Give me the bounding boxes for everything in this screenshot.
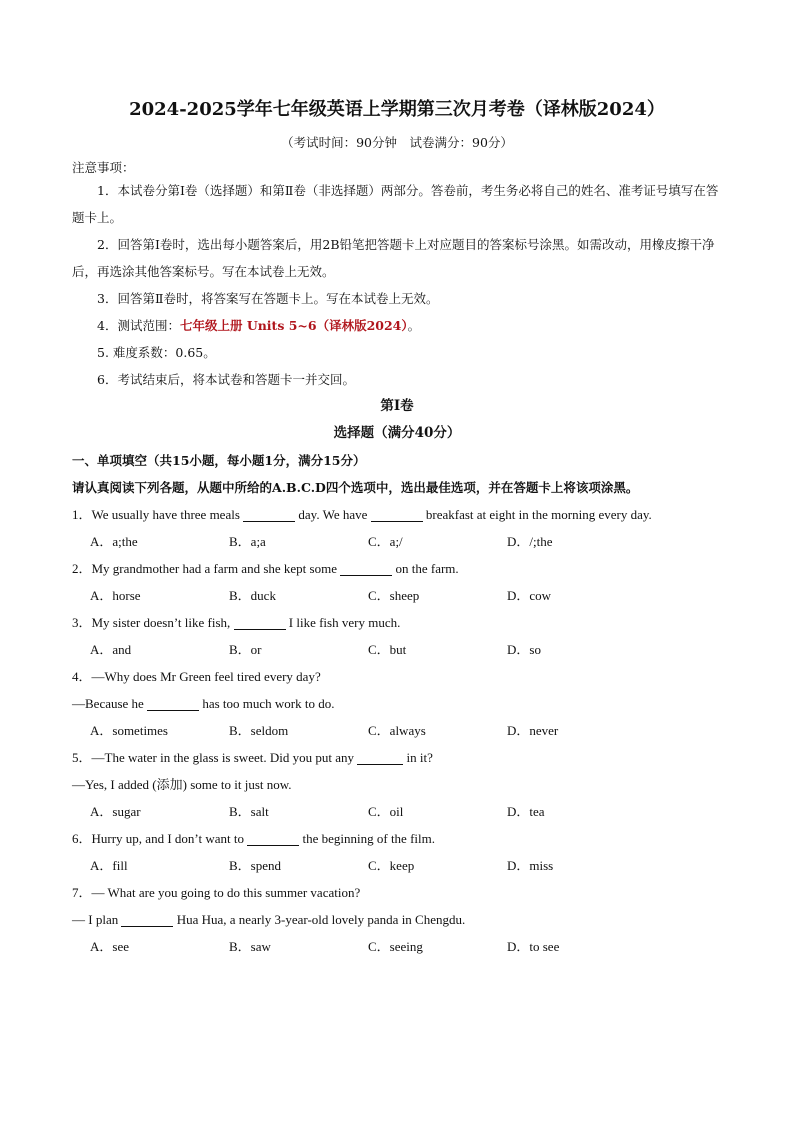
answer-blank xyxy=(234,615,286,630)
notice-item-scope xyxy=(72,312,722,339)
answer-blank xyxy=(147,696,199,711)
option-b: B．or xyxy=(229,642,262,657)
stem-text: in it? xyxy=(403,750,433,765)
volume-title: 第Ⅰ卷 xyxy=(380,398,414,414)
question-5 xyxy=(72,744,722,825)
option-b: B．salt xyxy=(229,804,269,819)
option-d: D．cow xyxy=(507,588,552,603)
notice-heading: 注意事项： xyxy=(72,160,135,175)
stem-text: the beginning of the film. xyxy=(299,831,435,846)
option-row xyxy=(72,852,722,879)
notice-item-final: 6．考试结束后，将本试卷和答题卡一并交回。 xyxy=(97,372,355,387)
answer-blank xyxy=(371,507,423,522)
stem-text: 2．My grandmother had a farm and she kept some xyxy=(72,561,341,576)
exam-title: 2024-2025学年七年级英语上学期第三次月考卷（译林版2024） xyxy=(129,99,665,120)
stem-text: on the farm. xyxy=(392,561,459,576)
scope-label: 4．测试范围： xyxy=(97,318,180,333)
answer-blank xyxy=(247,831,299,846)
stem-text: 3．My sister doesn’t like fish, xyxy=(72,615,234,630)
question-stem xyxy=(72,690,722,717)
option-a: A．horse xyxy=(90,588,141,603)
question-stem xyxy=(72,906,722,933)
answer-blank xyxy=(243,507,295,522)
option-b: B．seldom xyxy=(229,723,289,738)
option-b: B．saw xyxy=(229,939,271,954)
stem-text: has too much work to do. xyxy=(199,696,335,711)
notice-item: 2．回答第Ⅰ卷时，选出每小题答案后，用2B铅笔把答题卡上对应题目的答案标号涂黑。如需改动，用橡皮擦干净后，再选涂其他答案标号。写在本试卷上无效。 xyxy=(72,237,715,279)
stem-text: I like fish very much. xyxy=(285,615,401,630)
option-a: A．sometimes xyxy=(90,723,168,738)
option-a: A．and xyxy=(90,642,132,657)
answer-blank xyxy=(121,912,173,927)
stem-text: day. We have xyxy=(295,507,371,522)
option-c: C．but xyxy=(368,642,407,657)
notice-item: 3．回答第Ⅱ卷时，将答案写在答题卡上。写在本试卷上无效。 xyxy=(97,291,439,306)
option-c: C．seeing xyxy=(368,939,423,954)
stem-text: — I plan xyxy=(72,912,122,927)
option-row xyxy=(72,798,722,825)
option-row xyxy=(72,717,722,744)
question-7 xyxy=(72,879,722,960)
stem-text: breakfast at eight in the morning every day. xyxy=(422,507,652,522)
stem-text: —Because he xyxy=(72,696,148,711)
option-row xyxy=(72,636,722,663)
option-a: A．see xyxy=(90,939,129,954)
option-d: D．to see xyxy=(507,939,560,954)
option-row xyxy=(72,933,722,960)
question-1 xyxy=(72,501,722,555)
question-stem xyxy=(72,555,722,582)
option-d: D．miss xyxy=(507,858,554,873)
question-6 xyxy=(72,825,722,879)
question-stem xyxy=(72,501,722,528)
question-stem xyxy=(72,825,722,852)
part-title: 一、单项填空（共15小题，每小题1分，满分15分） xyxy=(72,453,366,468)
question-lead xyxy=(72,744,722,771)
question-3 xyxy=(72,609,722,663)
question-4 xyxy=(72,663,722,744)
part-instruction: 请认真阅读下列各题，从题中所给的A.B.C.D四个选项中，选出最佳选项，并在答题卡上将该项涂黑。 xyxy=(72,480,639,495)
option-c: C．a;/ xyxy=(368,534,403,549)
option-c: C．always xyxy=(368,723,426,738)
stem-text: 5．—The water in the glass is sweet. Did you put any xyxy=(72,750,358,765)
notice-item: 1．本试卷分第Ⅰ卷（选择题）和第Ⅱ卷（非选择题）两部分。答卷前，考生务必将自己的姓名、准考证号填写在答题卡上。 xyxy=(72,183,719,225)
option-b: B．spend xyxy=(229,858,282,873)
question-lead: 7．— What are you going to do this summer vacation? xyxy=(72,885,361,900)
stem-text: 1．We usually have three meals xyxy=(72,507,244,522)
question-lead: 4．—Why does Mr Green feel tired every day? xyxy=(72,669,321,684)
question-2 xyxy=(72,555,722,609)
option-d: D．never xyxy=(507,723,559,738)
notice-list xyxy=(72,177,722,393)
option-row xyxy=(72,582,722,609)
option-d: D．tea xyxy=(507,804,545,819)
section-title: 选择题（满分40分） xyxy=(333,425,461,441)
option-row xyxy=(72,528,722,555)
option-b: B．a;a xyxy=(229,534,266,549)
stem-text: Hua Hua, a nearly 3-year-old lovely panda in Chengdu. xyxy=(173,912,466,927)
stem-text: 6．Hurry up, and I don’t want to xyxy=(72,831,248,846)
option-b: B．duck xyxy=(229,588,276,603)
notice-item-difficulty: 5. 难度系数：0.65。 xyxy=(97,345,216,360)
option-c: C．keep xyxy=(368,858,415,873)
option-c: C．oil xyxy=(368,804,404,819)
option-d: D．/;the xyxy=(507,534,553,549)
option-a: A．a;the xyxy=(90,534,138,549)
exam-duration: （考试时间：90分钟 试卷满分：90分） xyxy=(281,135,513,150)
option-a: A．fill xyxy=(90,858,128,873)
scope-highlight: 七年级上册 Units 5~6（译林版2024） xyxy=(179,318,408,333)
option-a: A．sugar xyxy=(90,804,141,819)
option-d: D．so xyxy=(507,642,541,657)
question-stem: —Yes, I added (添加) some to it just now. xyxy=(72,777,292,792)
scope-end: 。 xyxy=(407,318,421,333)
question-stem xyxy=(72,609,722,636)
answer-blank xyxy=(340,561,392,576)
option-c: C．sheep xyxy=(368,588,420,603)
answer-blank xyxy=(357,750,403,765)
